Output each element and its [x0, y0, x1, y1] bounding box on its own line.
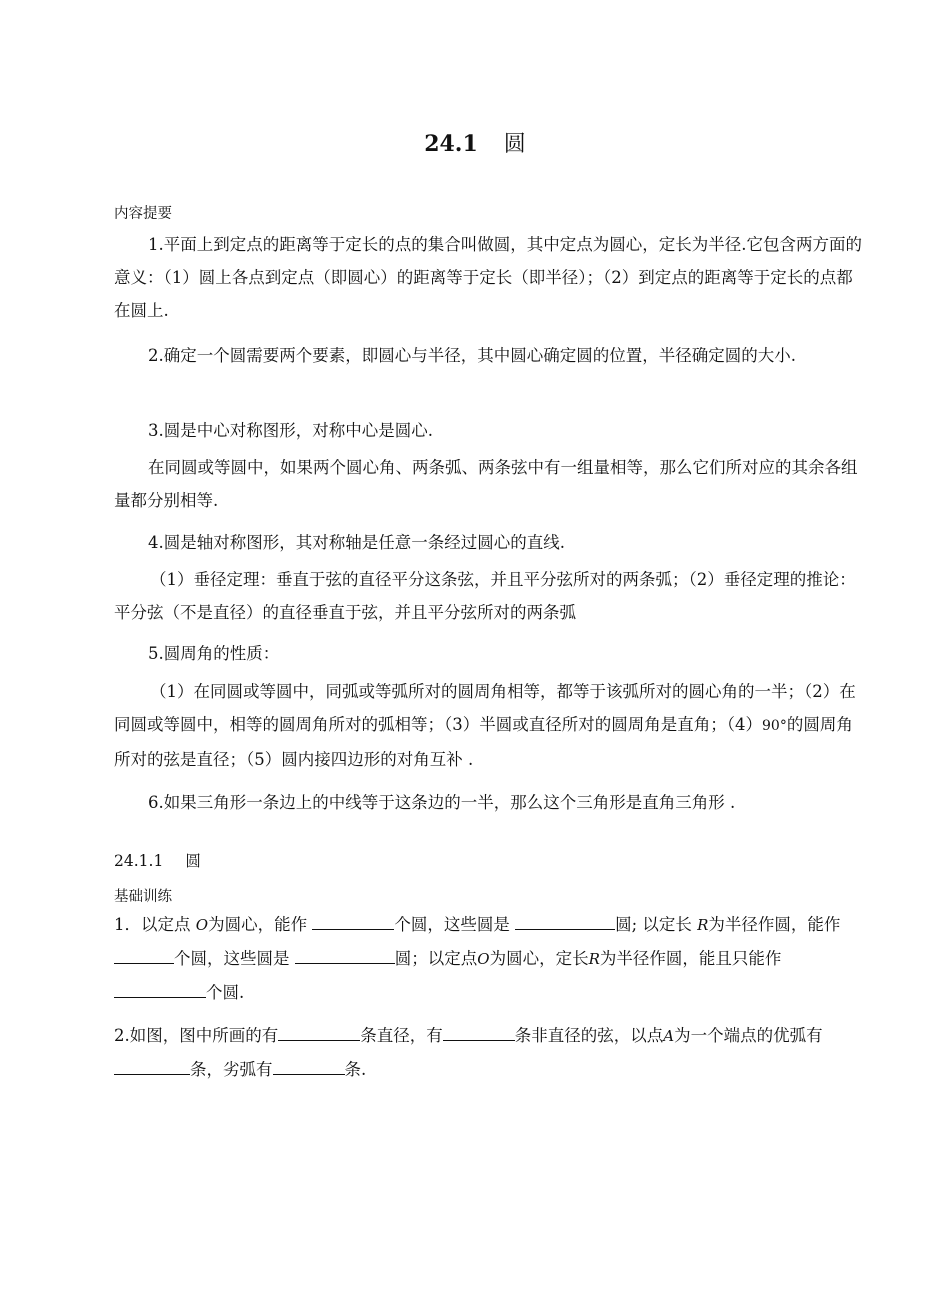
q2-text: 为一个端点的优弧有 [674, 1026, 823, 1045]
q2-text: 2.如图，图中所画的有 [114, 1026, 279, 1045]
subsection-title: 圆 [185, 852, 201, 870]
q2-text: 条非直径的弦，以点 [514, 1026, 664, 1045]
summary-paragraph-8 [114, 675, 862, 776]
length-r: R [697, 916, 709, 934]
degree-value: 90° [762, 718, 787, 734]
answer-blank[interactable] [114, 1056, 190, 1075]
summary-paragraph-5: 4.圆是轴对称图形，其对称轴是任意一条经过圆心的直线. [148, 533, 565, 552]
title-number: 24.1 [424, 131, 478, 157]
q1-text: 个圆，这些圆是 [394, 915, 516, 934]
answer-blank[interactable] [114, 945, 174, 964]
answer-blank[interactable] [295, 945, 395, 964]
answer-blank[interactable] [312, 911, 394, 930]
page-title [0, 127, 950, 158]
summary-paragraph-6: （1）垂径定理：垂直于弦的直径平分这条弦，并且平分弦所对的两条弧；（2）垂径定理的推论：平分弦（不是直径）的直径垂直于弦，并且平分弦所对的两条弧 [114, 570, 856, 622]
point-o: O [477, 950, 490, 968]
q2-text: 条，劣弧有 [190, 1060, 273, 1079]
q2-text: 条直径，有 [360, 1026, 443, 1045]
q1-text: 为圆心，能作 [208, 915, 313, 934]
title-text: 圆 [503, 132, 526, 157]
answer-blank[interactable] [443, 1022, 515, 1041]
q1-text: 为半径作圆，能且只能作 [599, 949, 782, 968]
subsection-heading [114, 849, 201, 871]
point-o: O [195, 916, 209, 934]
summary-paragraph-1: 1.平面上到定点的距离等于定长的点的集合叫做圆，其中定点为圆心，定长为半径.它包含两方面的意义：（1）圆上各点到定点（即圆心）的距离等于定长（即半径）；（2）到定点的距离等于定长的点都在圆上. [114, 235, 862, 320]
summary-paragraph-3: 3.圆是中心对称图形，对称中心是圆心. [148, 421, 433, 440]
summary-paragraph-2: 2.确定一个圆需要两个要素，即圆心与半径，其中圆心确定圆的位置，半径确定圆的大小. [148, 346, 796, 365]
answer-blank[interactable] [273, 1056, 345, 1075]
length-r: R [588, 950, 600, 968]
answer-blank[interactable] [515, 911, 615, 930]
summary-paragraph-8a: （1）在同圆或等圆中，同弧或等弧所对的圆周角相等，都等于该弧所对的圆心角的一半；（2）在同圆或等圆中，相等的圆周角所对的弧相等；（3）半圆或直径所对的圆周角是直角；（4） [114, 682, 856, 734]
q1-text: 圆; 以定长 [615, 915, 698, 934]
summary-paragraph-8b: 的圆周角所对的弦是直径；（5）圆内接四边形的对角互补 . [114, 715, 853, 769]
q1-text: 为半径作圆，能作 [708, 915, 841, 934]
q1-text: 个圆. [206, 983, 245, 1002]
summary-heading: 内容提要 [114, 206, 172, 222]
q1-text: 个圆，这些圆是 [174, 949, 295, 968]
q1-text: 圆；以定点 [394, 949, 478, 968]
answer-blank[interactable] [114, 979, 206, 998]
summary-paragraph-4: 在同圆或等圆中，如果两个圆心角、两条弧、两条弦中有一组量相等，那么它们所对应的其余各组量都分别相等. [114, 458, 858, 510]
exercise-1 [114, 908, 862, 1010]
summary-paragraph-7: 5.圆周角的性质： [148, 644, 280, 663]
summary-paragraph-9: 6.如果三角形一条边上的中线等于这条边的一半，那么这个三角形是直角三角形 . [148, 793, 736, 812]
answer-blank[interactable] [278, 1022, 360, 1041]
practice-label: 基础训练 [114, 889, 172, 905]
point-a: A [663, 1027, 675, 1045]
exercise-2 [114, 1019, 862, 1087]
q2-text: 条. [344, 1060, 367, 1079]
subsection-number: 24.1.1 [114, 852, 164, 870]
q1-text: 为圆心，定长 [489, 949, 589, 968]
q1-text: 1．以定点 [114, 915, 196, 934]
